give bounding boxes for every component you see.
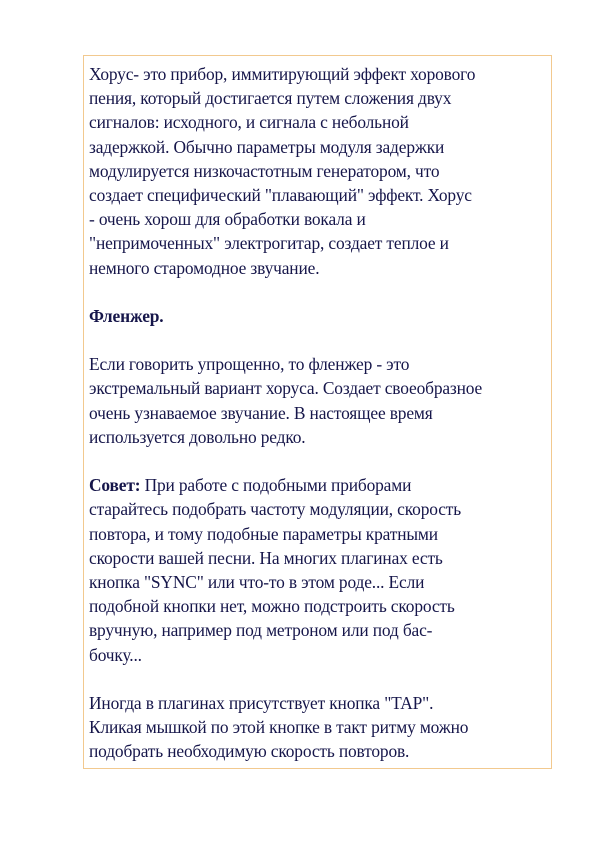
paragraph-line: модулируется низкочастотным генератором, что [89,160,440,181]
paragraph-line: Кликая мышкой по этой кнопке в такт ритму можно [89,717,469,738]
tip-label: Совет: [89,475,141,496]
paragraph-spacer [89,280,551,304]
tip-paragraph [89,473,551,667]
paragraph-line: подобрать необходимую скорость повторов. [89,741,410,762]
flanger-heading: Фленжер. [89,305,164,326]
paragraph-line: Иногда в плагинах присутствует кнопка "TAP". [89,692,434,713]
paragraph-spacer [89,328,551,352]
paragraph-spacer [89,449,551,473]
paragraph-line: подобной кнопки нет, можно подстроить скорость [89,596,455,617]
tip-first-line [89,473,551,497]
document-body [89,62,551,763]
paragraph-line: бочку... [89,644,142,665]
paragraph-line: Если говорить упрощенно, то фленжер - это [89,354,410,375]
paragraph-line: задержкой. Обычно параметры модуля задержки [89,136,445,157]
paragraph-line: пения, который достигается путем сложения двух [89,88,452,109]
paragraph-line: кнопка "SYNC" или что-то в этом роде... Если [89,571,425,592]
paragraph-line: используется довольно редко. [89,426,306,447]
paragraph-line: экстремальный вариант хоруса. Создает своеобразное [89,378,483,399]
flanger-paragraph [89,352,551,449]
paragraph-line: вручную, например под метроном или под бас- [89,620,433,641]
paragraph-line: старайтесь подобрать частоту модуляции, скорость [89,499,462,520]
chorus-paragraph [89,62,551,280]
tip-first-line-text: При работе с подобными приборами [140,475,412,496]
paragraph-line: очень узнаваемое звучание. В настоящее время [89,402,433,423]
paragraph-line: скорости вашей песни. На многих плагинах есть [89,547,443,568]
paragraph-line: сигналов: исходного, и сигнала с небольной [89,112,409,133]
tap-paragraph [89,691,551,764]
paragraph-line: повтора, и тому подобные параметры кратными [89,523,438,544]
paragraph-line: Хорус- это прибор, иммитирующий эффект хорового [89,64,476,84]
paragraph-line: немного старомодное звучание. [89,257,320,278]
paragraph-spacer [89,667,551,691]
paragraph-line: "непримоченных" электрогитар, создает теплое и [89,233,449,254]
paragraph-line: создает специфический "плавающий" эффект. Хорус [89,184,472,205]
paragraph-line: - очень хорош для обработки вокала и [89,209,366,230]
